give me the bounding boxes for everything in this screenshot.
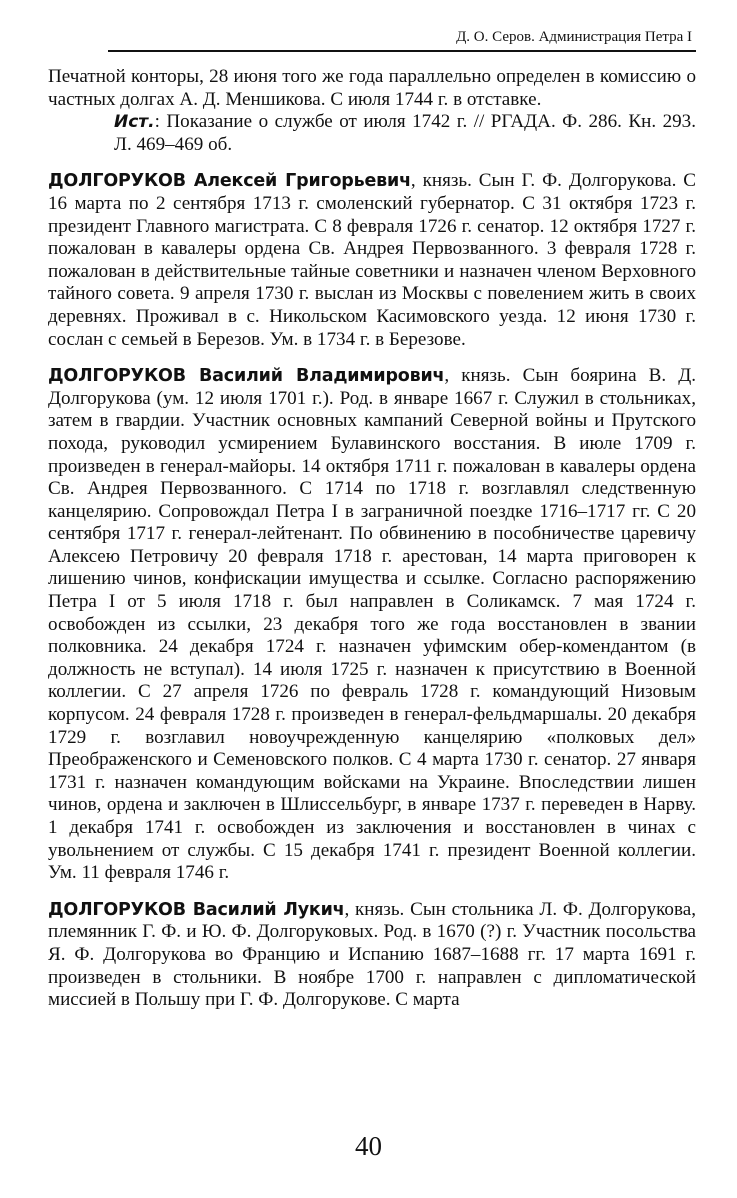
entry-name: ДОЛГОРУКОВ Алексей Григорьевич — [48, 171, 411, 192]
entry-dolgorukov-alexey — [48, 170, 696, 351]
entry-text: , князь. Сын Г. Ф. Долгорукова. С 16 марта по 2 сентября 1713 г. смоленский губернатор. С 31 октября 1723 г. президент Главного магистрата. С 8 февраля 1726 г. сенатор. 12 октября 1727 г. пожалован в кавалеры ордена Св. Андрея Первозванного. 3 февраля 1728 г. пожалован в действительные тайные советники и назначен членом Верховного тайного совета. 9 апреля 1730 г. выслан из Москвы с повелением жить в своих деревнях. Проживал в с. Никольском Касимовского уезда. 12 июня 1730 г. сослан с семьей в Березов. Ум. в 1734 г. в Березове. — [48, 170, 696, 350]
source-note — [114, 111, 696, 156]
page — [48, 28, 696, 1012]
page-number: 40 — [355, 1131, 382, 1161]
source-text: : Показание о службе от июля 1742 г. // РГАДА. Ф. 286. Кн. 293. Л. 469–469 об. — [114, 111, 696, 155]
running-head: Д. О. Серов. Администрация Петра I — [456, 29, 692, 45]
entry-text: , князь. Сын боярина В. Д. Долгорукова (ум. 12 июля 1701 г.). Род. в январе 1667 г. Служил в стольниках, затем в гвардии. Участник основных кампаний Северной войны и Прутского похода, руководил усмирением Булавинского восстания. В июле 1709 г. произведен в генерал-майоры. 14 октября 1711 г. пожалован в кавалеры ордена Св. Андрея Первозванного. С 1714 по 1718 г. возглавлял следственную канцелярию. Сопровождал Петра I в заграничной поездке 1716–1717 гг. С 20 сентября 1717 г. генерал-лейтенант. По обвинению в пособничестве царевичу Алексею Петровичу 20 февраля 1718 г. арестован, 14 марта приговорен к лишению чинов, конфискации имущества и ссылке. Согласно распоряжению Петра I от 5 июля 1718 г. был направлен в Соликамск. 7 мая 1724 г. освобожден из ссылки, 23 декабря того же года восстановлен в звании полковника. 24 декабря 1724 г. назначен уфимским обер-комендантом (в должность не вступал). 14 июля 1725 г. назначен к присутствию в Военной коллегии. С 27 апреля 1726 по февраль 1728 г. командующий Низовым корпусом. 24 февраля 1728 г. произведен в генерал-фельдмаршалы. 20 декабря 1729 г. возглавил новоучрежденную канцелярию «полковых дел» Преображенского и Семеновского полков. С 4 марта 1730 г. сенатор. 27 января 1731 г. назначен командующим войсками на Украине. Впоследствии лишен чинов, ордена и заключен в Шлиссельбург, в январе 1737 г. переведен в Нарву. 1 декабря 1741 г. освобожден из заключения и восстановлен в чинах с увольнением от службы. С 15 декабря 1741 г. президент Военной коллегии. Ум. 11 февраля 1746 г. — [48, 365, 696, 884]
source-label: Ист. — [114, 112, 155, 133]
spacer — [48, 156, 696, 170]
entry-text: , князь. Сын стольника Л. Ф. Долгорукова, племянник Г. Ф. и Ю. Ф. Долгоруковых. Род. в 1670 (?) г. Участник посольства Я. Ф. Долгорукова во Францию и Испанию 1687–1688 гг. 17 марта 1691 г. произведен в стольники. В ноябре 1700 г. направлен с дипломатической миссией в Польшу при Г. Ф. Долгорукове. С марта — [48, 898, 696, 1011]
continuation-paragraph: Печатной конторы, 28 июня того же года параллельно определен в комиссию о частных долгах А. Д. Меншикова. С июля 1744 г. в отставке. — [48, 66, 696, 110]
entry-name: ДОЛГОРУКОВ Василий Лукич — [48, 899, 345, 920]
page-content — [48, 66, 696, 1012]
spacer — [48, 351, 696, 365]
header-rule — [108, 50, 696, 52]
entry-dolgorukov-vasily-lukich — [48, 899, 696, 1012]
entry-name: ДОЛГОРУКОВ Василий Владимирович — [48, 366, 445, 387]
entry-dolgorukov-vasily-vladimirovich — [48, 365, 696, 885]
spacer — [48, 885, 696, 899]
